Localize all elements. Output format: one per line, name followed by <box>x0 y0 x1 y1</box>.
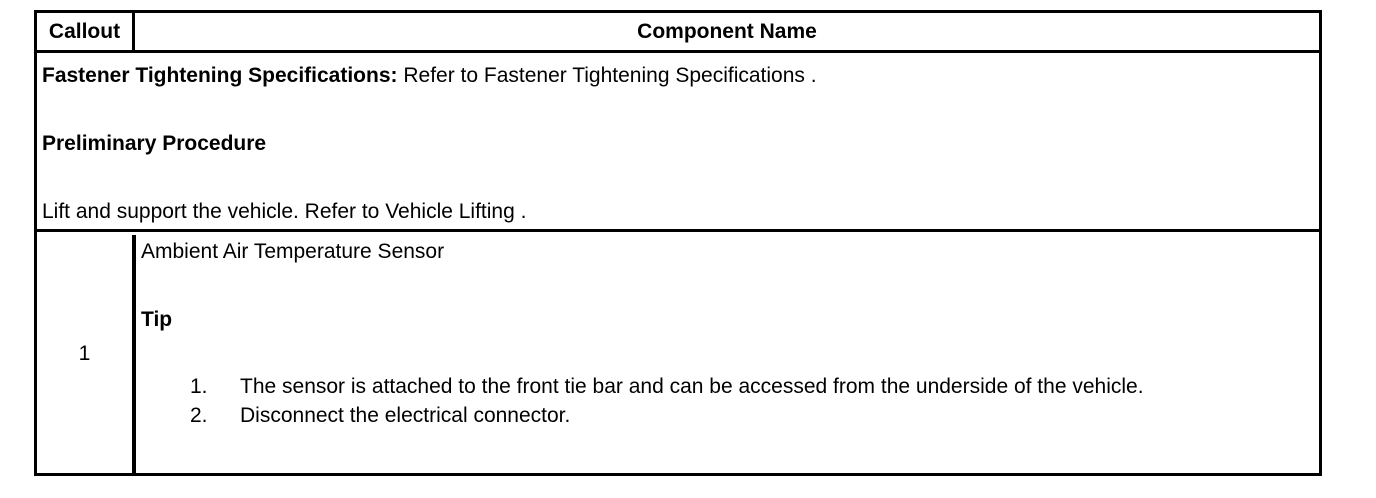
fastener-spec-line <box>42 64 817 88</box>
callout-number: 1 <box>37 235 136 473</box>
list-item <box>190 404 570 428</box>
tip-heading: Tip <box>141 308 173 331</box>
list-item-number: 1. <box>190 375 208 398</box>
fastener-spec-text: Refer to Fastener Tightening Specifications . <box>397 64 817 87</box>
list-item <box>190 375 1144 399</box>
preliminary-procedure-heading: Preliminary Procedure <box>42 132 267 155</box>
table-header-row <box>37 13 1319 53</box>
list-item-text: Disconnect the electrical connector. <box>240 404 571 427</box>
fastener-spec-label: Fastener Tightening Specifications: <box>42 64 398 87</box>
lift-instruction: Lift and support the vehicle. Refer to Vehicle Lifting . <box>42 200 527 223</box>
component-table <box>34 10 1322 476</box>
component-name: Ambient Air Temperature Sensor <box>141 240 445 263</box>
component-name-column-header: Component Name <box>637 19 817 43</box>
table-row <box>37 235 1319 473</box>
component-cell <box>136 235 1319 473</box>
callout-column-header: Callout <box>37 13 135 50</box>
list-item-text: The sensor is attached to the front tie bar and can be accessed from the underside of the vehicle. <box>240 375 1144 398</box>
list-item-number: 2. <box>190 404 208 427</box>
intro-row <box>37 56 1319 232</box>
